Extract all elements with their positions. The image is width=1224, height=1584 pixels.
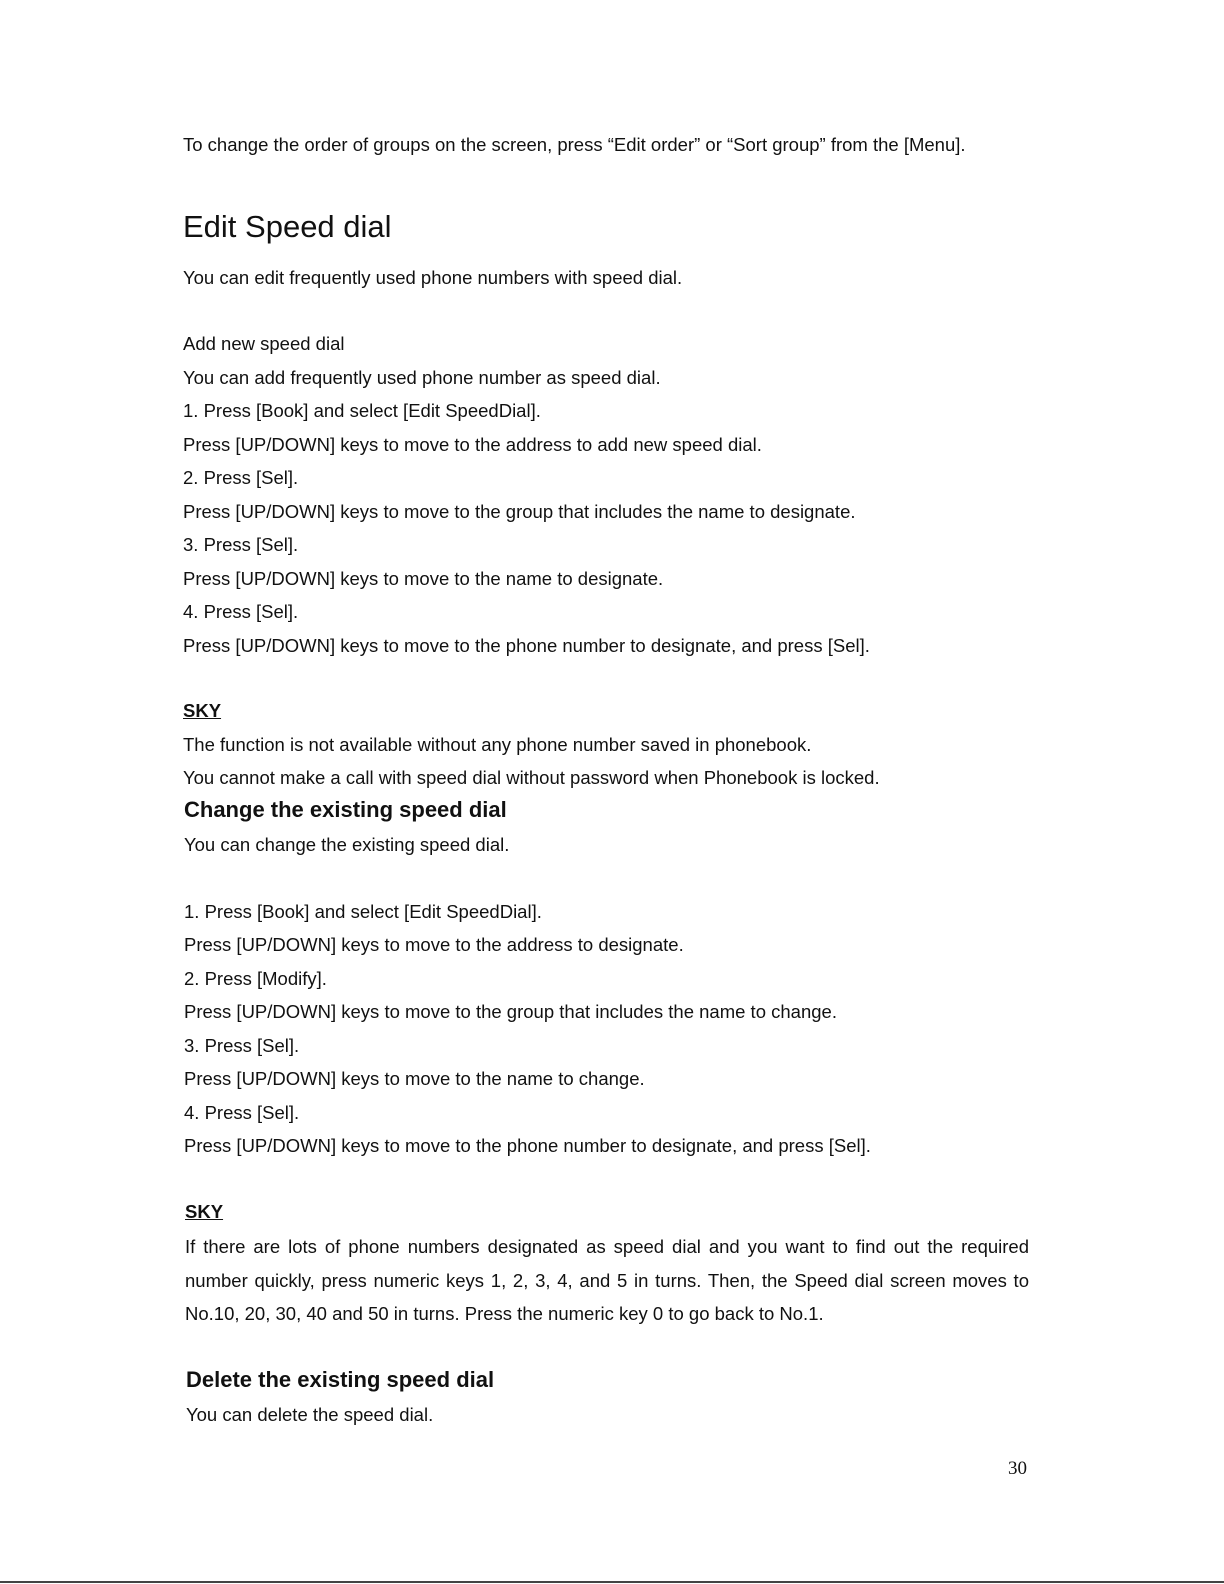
add-step: Press [UP/DOWN] keys to move to the name to designate. (183, 568, 664, 589)
add-step: 1. Press [Book] and select [Edit SpeedDial]. (183, 400, 541, 421)
change-step: 1. Press [Book] and select [Edit SpeedDial]. (184, 901, 542, 922)
change-step: Press [UP/DOWN] keys to move to the address to designate. (184, 934, 684, 955)
add-step: Press [UP/DOWN] keys to move to the address to add new speed dial. (183, 434, 762, 455)
add-step: 2. Press [Sel]. (183, 467, 299, 488)
change-step: Press [UP/DOWN] keys to move to the name to change. (184, 1068, 645, 1089)
add-title: Add new speed dial (183, 333, 345, 354)
add-intro: You can add frequently used phone number as speed dial. (183, 367, 661, 388)
change-step: 4. Press [Sel]. (184, 1102, 300, 1123)
change-intro: You can change the existing speed dial. (184, 834, 510, 855)
change-step: Press [UP/DOWN] keys to move to the group that includes the name to change. (184, 1001, 837, 1022)
note-paragraph: If there are lots of phone numbers designated as speed dial and you want to find out the required number quickly, press numeric keys 1, 2, 3, 4, and 5 in turns. Then, the Speed dial screen moves to No.10, 20, 30, 40 and 50 in turns. Press the numeric key 0 to go back to No.1. (185, 1236, 1029, 1324)
note-text: The function is not available without any phone number saved in phonebook. (183, 734, 812, 755)
add-step: Press [UP/DOWN] keys to move to the phone number to designate, and press [Sel]. (183, 635, 870, 656)
section-intro: You can edit frequently used phone numbers with speed dial. (183, 267, 683, 288)
add-step: 4. Press [Sel]. (183, 601, 299, 622)
page-edge-rule (0, 1581, 1224, 1583)
add-step: Press [UP/DOWN] keys to move to the group that includes the name to designate. (183, 501, 856, 522)
section-title: Edit Speed dial (183, 209, 392, 244)
change-title: Change the existing speed dial (184, 797, 507, 822)
delete-title: Delete the existing speed dial (186, 1367, 495, 1392)
page-number: 30 (1008, 1458, 1027, 1479)
note-label: SKY (185, 1201, 224, 1222)
change-step: 3. Press [Sel]. (184, 1035, 300, 1056)
delete-intro: You can delete the speed dial. (186, 1404, 434, 1425)
change-step: Press [UP/DOWN] keys to move to the phone number to designate, and press [Sel]. (184, 1135, 871, 1156)
intro-text: To change the order of groups on the screen, press “Edit order” or “Sort group” from the [Menu]. (183, 134, 966, 155)
note-text: You cannot make a call with speed dial without password when Phonebook is locked. (183, 767, 880, 788)
add-step: 3. Press [Sel]. (183, 534, 299, 555)
note-label: SKY (183, 700, 222, 721)
change-step: 2. Press [Modify]. (184, 968, 327, 989)
